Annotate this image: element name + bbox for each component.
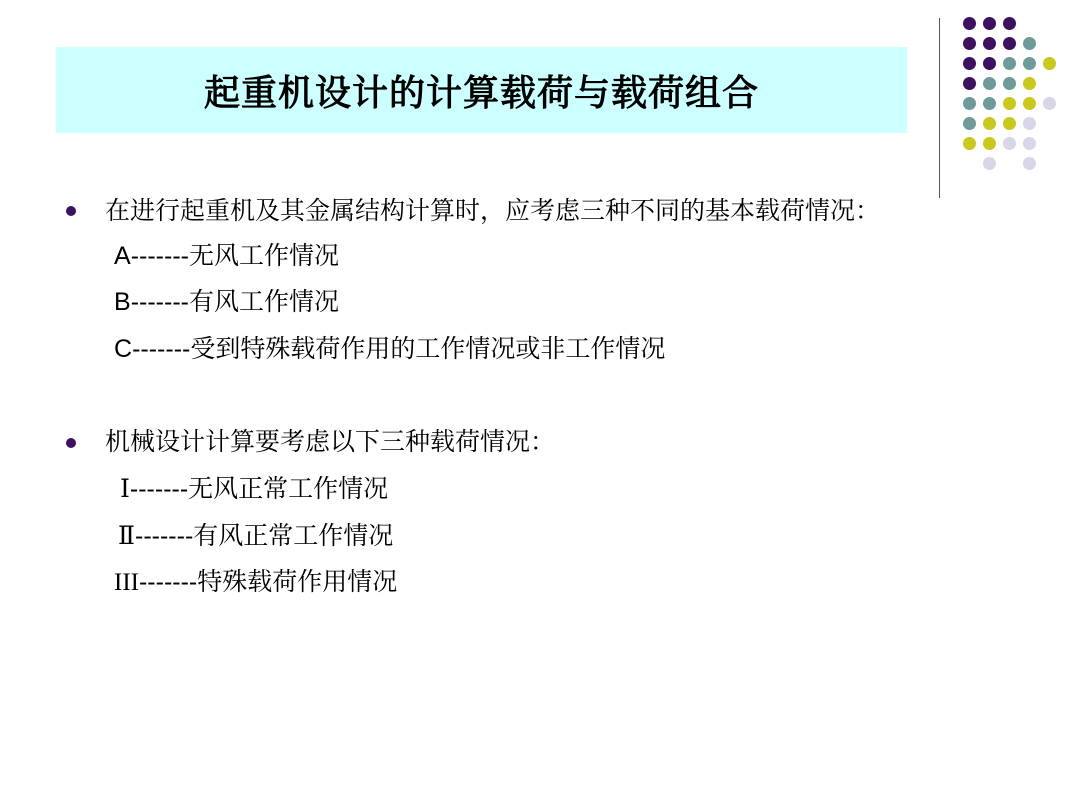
item-text: 有风工作情况 <box>188 287 339 316</box>
item-text: 无风正常工作情况 <box>188 474 389 503</box>
item-dashes: ------- <box>135 522 194 550</box>
bullet-marker <box>66 438 76 448</box>
list-item <box>114 333 665 365</box>
item-prefix: B <box>114 288 131 316</box>
list-item <box>114 566 397 599</box>
item-prefix: III <box>114 569 139 596</box>
list-item <box>114 240 339 272</box>
item-dashes: ------- <box>138 568 198 596</box>
item-text: 无风工作情况 <box>188 241 339 270</box>
item-text: 有风正常工作情况 <box>193 521 394 550</box>
slide-title: 起重机设计的计算载荷与载荷组合 <box>203 72 759 114</box>
bullet-marker <box>66 206 76 216</box>
list-item <box>120 473 388 506</box>
item-prefix: Ⅰ <box>120 476 130 503</box>
item-text: 特殊载荷作用情况 <box>197 567 398 596</box>
item-text: 受到特殊载荷作用的工作情况或非工作情况 <box>190 334 666 363</box>
item-dashes: ------- <box>130 288 189 316</box>
item-prefix: C <box>114 335 133 363</box>
item-prefix: Ⅱ <box>118 523 135 550</box>
item-dashes: ------- <box>130 242 189 270</box>
list-item <box>114 286 339 318</box>
list-item <box>118 520 393 553</box>
item-dashes: ------- <box>129 475 189 503</box>
item-dashes: ------- <box>132 335 191 363</box>
bullet-text: 机械设计计算要考虑以下三种载荷情况： <box>105 427 556 456</box>
bullet-text: 在进行起重机及其金属结构计算时，应考虑三种不同的基本载荷情况： <box>105 196 881 225</box>
item-prefix: A <box>114 242 131 270</box>
